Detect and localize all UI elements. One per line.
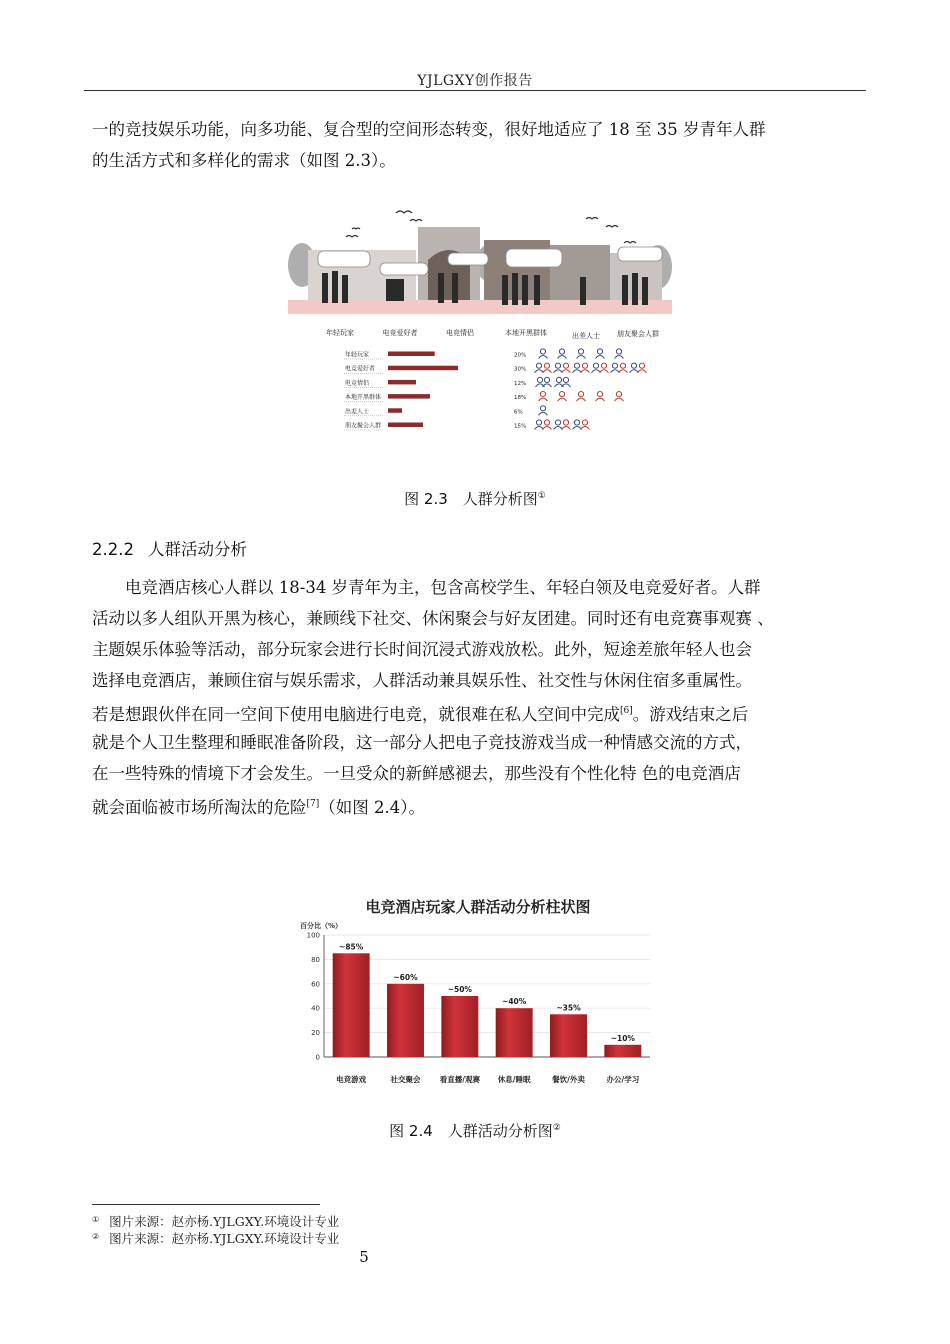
caption-note: ② xyxy=(552,1123,561,1133)
x-tick-label: 餐饮/外卖 xyxy=(552,1075,585,1084)
bar-chart-svg xyxy=(298,888,658,1098)
person-icon xyxy=(581,420,590,430)
stat-percent: 20% xyxy=(514,352,527,359)
section-number: 2.2.2 xyxy=(92,540,134,559)
body-line: 电竞酒店核心人群以 18-34 岁青年为主，包含高校学生、年轻白领及电竞爱好者。人群 xyxy=(92,578,761,597)
crowd-illustration xyxy=(288,205,672,445)
person-icon xyxy=(539,392,548,402)
stat-label: 电竞情侣 xyxy=(345,379,370,387)
people-label: 年轻玩家 xyxy=(326,329,354,337)
people-label: 朋友聚会人群 xyxy=(617,330,659,338)
citation-ref: [7] xyxy=(306,799,320,809)
person-icon xyxy=(615,349,624,359)
person-icon xyxy=(539,406,548,416)
y-axis-label: 百分比（%） xyxy=(300,922,343,930)
person-icon xyxy=(577,392,586,402)
stat-bar xyxy=(388,408,402,413)
bar xyxy=(387,984,424,1057)
bar-value-label: ~35% xyxy=(556,1003,581,1013)
body-line xyxy=(92,696,866,727)
people-label: 电竞情侣 xyxy=(446,329,474,337)
running-header: YJLGXY创作报告 xyxy=(417,73,533,89)
footnote-rule xyxy=(92,1204,320,1205)
bar-value-label: ~85% xyxy=(339,942,364,952)
stat-label: 朋友聚会人群 xyxy=(345,422,382,430)
person-icon xyxy=(558,349,567,359)
stat-label: 本地开黑群体 xyxy=(345,394,382,402)
stat-bar xyxy=(388,394,430,399)
x-tick-label: 社交聚会 xyxy=(390,1075,421,1084)
person-icon xyxy=(577,349,586,359)
figure-2-4-caption xyxy=(0,1120,950,1141)
footnote-text: 图片来源：赵亦杨.YJLGXY.环境设计专业 xyxy=(109,1214,340,1229)
stat-bar xyxy=(388,366,458,371)
body-text: 就会面临被市场所淘汰的危险 xyxy=(92,798,307,817)
people-label: 电竞爱好者 xyxy=(382,329,418,337)
x-tick-label: 休息/睡眠 xyxy=(497,1075,531,1084)
footnote-mark: ② xyxy=(92,1232,100,1241)
stat-percent: 30% xyxy=(514,366,527,373)
person-icon xyxy=(596,392,605,402)
body-text: 若是想跟伙伴在同一空间下使用电脑进行电竞，就很难在私人空间中完成 xyxy=(92,705,620,724)
y-tick-label: 80 xyxy=(311,955,320,964)
person-icon xyxy=(539,349,548,359)
person-icon xyxy=(558,392,567,402)
person-icon xyxy=(573,363,582,373)
person-icon xyxy=(611,363,620,373)
bar xyxy=(604,1045,641,1057)
person-icon xyxy=(543,377,552,387)
person-icon xyxy=(596,349,605,359)
person-icon xyxy=(592,363,601,373)
person-icon xyxy=(619,363,628,373)
person-icon xyxy=(600,363,609,373)
stat-percent: 18% xyxy=(514,395,527,402)
section-heading xyxy=(92,536,247,560)
intro-line: 一的竞技娱乐功能，向多功能、复合型的空间形态转变，很好地适应了 18 至 35 岁青年人群 xyxy=(92,120,766,139)
y-tick-label: 0 xyxy=(315,1053,320,1062)
x-tick-label: 看直播/观赛 xyxy=(439,1075,480,1084)
section-title: 人群活动分析 xyxy=(148,540,247,559)
stat-percent: 6% xyxy=(514,409,523,416)
caption-note: ① xyxy=(537,491,546,501)
bar xyxy=(550,1014,587,1057)
person-icon xyxy=(543,420,552,430)
chart-title: 电竞酒店玩家人群活动分析柱状图 xyxy=(365,898,591,916)
y-tick-label: 100 xyxy=(306,931,320,940)
stat-bar xyxy=(388,423,423,428)
bar xyxy=(496,1008,533,1057)
stat-label: 出差人士 xyxy=(345,408,370,416)
bar-value-label: ~60% xyxy=(393,972,418,982)
stat-rows xyxy=(344,349,647,430)
figure-crowd-analysis xyxy=(288,205,672,445)
x-tick-label: 电竞游戏 xyxy=(336,1075,367,1084)
person-icon xyxy=(554,420,563,430)
figure-2-3-caption xyxy=(0,488,950,509)
people-label: 出差人士 xyxy=(572,332,600,340)
page-number: 5 xyxy=(359,1248,369,1266)
bar xyxy=(333,953,370,1057)
person-icon xyxy=(535,420,544,430)
person-icon xyxy=(535,363,544,373)
y-tick-label: 20 xyxy=(311,1029,320,1038)
body-text: 。游戏结束之后 xyxy=(632,705,749,724)
people-label: 本地开黑群体 xyxy=(505,329,547,337)
person-icon xyxy=(543,363,552,373)
bar-value-label: ~10% xyxy=(610,1033,635,1043)
header-rule xyxy=(84,90,866,91)
body-paragraph xyxy=(92,572,866,820)
person-icon xyxy=(638,363,647,373)
chart-bars xyxy=(333,942,642,1084)
y-tick-label: 40 xyxy=(311,1004,320,1013)
body-line: 主题娱乐体验等活动，部分玩家会进行长时间沉浸式游戏放松。此外，短途差旅年轻人也会 xyxy=(92,640,752,659)
person-icon xyxy=(554,363,563,373)
x-tick-label: 办公/学习 xyxy=(606,1075,640,1084)
footnote-text: 图片来源：赵亦杨.YJLGXY.环境设计专业 xyxy=(109,1231,340,1246)
stat-percent: 15% xyxy=(514,423,527,430)
intro-paragraph xyxy=(92,114,866,176)
activity-bar-chart xyxy=(298,888,658,1098)
person-icon xyxy=(581,363,590,373)
stat-bar xyxy=(388,380,416,385)
stat-percent: 12% xyxy=(514,380,527,387)
person-icon xyxy=(562,377,571,387)
y-tick-label: 60 xyxy=(311,980,320,989)
stat-label: 年轻玩家 xyxy=(345,351,370,359)
footnote xyxy=(92,1212,339,1230)
body-line: 在一些特殊的情境下才会发生。一旦受众的新鲜感褪去，那些没有个性化特 色的电竞酒店 xyxy=(92,764,741,783)
body-line: 选择电竞酒店，兼顾住宿与娱乐需求，人群活动兼具娱乐性、社交性与休闲住宿多重属性。 xyxy=(92,671,752,690)
body-line xyxy=(92,789,866,820)
stat-bar xyxy=(388,352,435,357)
stat-label: 电竞爱好者 xyxy=(345,365,376,373)
bar-value-label: ~50% xyxy=(447,985,472,994)
bar-value-label: ~40% xyxy=(502,997,527,1007)
body-line: 就是个人卫生整理和睡眠准备阶段，这一部分人把电子竞技游戏当成一种情感交流的方式， xyxy=(92,733,752,752)
caption-text: 图 2.4 人群活动分析图 xyxy=(389,1122,553,1140)
caption-text: 图 2.3 人群分析图 xyxy=(404,490,538,508)
bar xyxy=(441,996,478,1057)
footnote xyxy=(92,1229,339,1247)
footnote-mark: ① xyxy=(92,1215,100,1224)
person-icon xyxy=(573,420,582,430)
body-line: 活动以多人组队开黑为核心，兼顾线下社交、休闲聚会与好友团建。同时还有电竞赛事观赛 、 xyxy=(92,609,774,628)
person-icon xyxy=(562,420,571,430)
intro-line: 的生活方式和多样化的需求（如图 2.3）。 xyxy=(92,151,396,170)
person-icon xyxy=(562,363,571,373)
body-text: （如图 2.4）。 xyxy=(319,798,425,817)
citation-ref: [6] xyxy=(620,706,633,716)
person-icon xyxy=(615,392,624,402)
person-icon xyxy=(630,363,639,373)
